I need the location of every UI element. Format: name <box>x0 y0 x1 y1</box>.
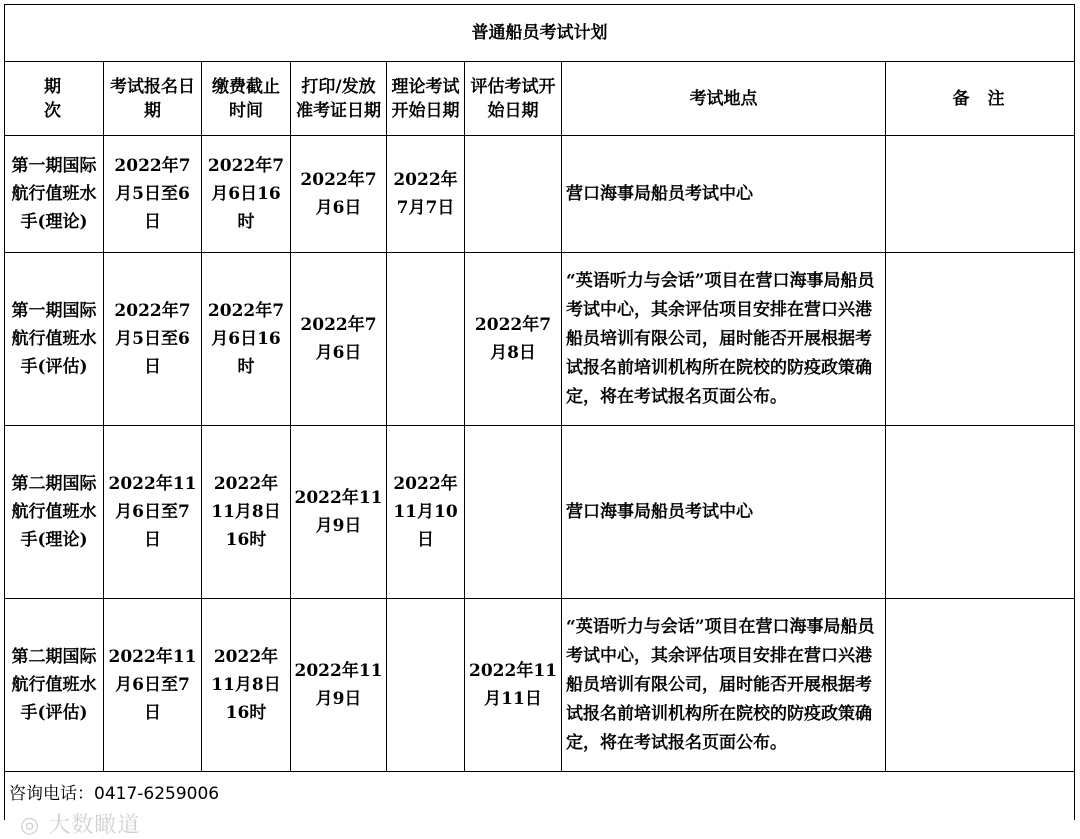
table-row <box>5 426 1075 599</box>
cell-period: 第二期国际航行值班水手(理论) <box>5 426 104 599</box>
cell-location: “英语听力与会话”项目在营口海事局船员考试中心，其余评估项目安排在营口兴港船员培训有限公司，届时能否开展根据考试报名前培训机构所在院校的防疫政策确定，将在考试报名页面公布。 <box>562 253 886 426</box>
cell-assessment-start <box>465 426 562 599</box>
cell-remarks <box>886 253 1075 426</box>
cell-assessment-start: 2022年11月11日 <box>465 599 562 772</box>
cell-location: 营口海事局船员考试中心 <box>562 136 886 253</box>
cell-payment-deadline: 2022年11月8日16时 <box>202 599 291 772</box>
cell-payment-deadline: 2022年7月6日16时 <box>202 253 291 426</box>
cell-payment-deadline: 2022年7月6日16时 <box>202 136 291 253</box>
header-admission-ticket: 打印/发放准考证日期 <box>291 62 387 136</box>
header-remarks: 备注 <box>886 62 1075 136</box>
cell-registration: 2022年7月5日至6日 <box>104 253 202 426</box>
header-registration: 考试报名日期 <box>104 62 202 136</box>
cell-theory-start: 2022年7月7日 <box>387 136 465 253</box>
cell-theory-start: 2022年11月10日 <box>387 426 465 599</box>
cell-admission-ticket: 2022年7月6日 <box>291 136 387 253</box>
table-title: 普通船员考试计划 <box>5 5 1075 62</box>
cell-theory-start <box>387 599 465 772</box>
header-payment-deadline: 缴费截止时间 <box>202 62 291 136</box>
cell-admission-ticket: 2022年11月9日 <box>291 426 387 599</box>
header-assessment-start: 评估考试开始日期 <box>465 62 562 136</box>
table-row <box>5 136 1075 253</box>
cell-registration: 2022年11月6日至7日 <box>104 599 202 772</box>
cell-remarks <box>886 136 1075 253</box>
cell-remarks <box>886 599 1075 772</box>
cell-location: “英语听力与会话”项目在营口海事局船员考试中心，其余评估项目安排在营口兴港船员培训有限公司，届时能否开展根据考试报名前培训机构所在院校的防疫政策确定，将在考试报名页面公布。 <box>562 599 886 772</box>
header-period: 期次 <box>5 62 104 136</box>
header-theory-start: 理论考试开始日期 <box>387 62 465 136</box>
cell-period: 第一期国际航行值班水手(评估) <box>5 253 104 426</box>
table-row <box>5 253 1075 426</box>
cell-period: 第一期国际航行值班水手(理论) <box>5 136 104 253</box>
cell-assessment-start <box>465 136 562 253</box>
watermark-logo <box>20 808 140 839</box>
table-row <box>5 599 1075 772</box>
cell-payment-deadline: 2022年11月8日16时 <box>202 426 291 599</box>
cell-registration: 2022年7月5日至6日 <box>104 136 202 253</box>
cell-period: 第二期国际航行值班水手(评估) <box>5 599 104 772</box>
cell-admission-ticket: 2022年11月9日 <box>291 599 387 772</box>
watermark-icon: ◎ <box>20 813 41 838</box>
watermark-text: 大数瞰道 <box>48 813 141 838</box>
cell-assessment-start: 2022年7月8日 <box>465 253 562 426</box>
cell-admission-ticket: 2022年7月6日 <box>291 253 387 426</box>
cell-theory-start <box>387 253 465 426</box>
exam-plan-table <box>4 4 1075 820</box>
consult-phone: 咨询电话：0417-6259006 <box>5 772 1075 821</box>
header-location: 考试地点 <box>562 62 886 136</box>
cell-remarks <box>886 426 1075 599</box>
cell-registration: 2022年11月6日至7日 <box>104 426 202 599</box>
cell-location: 营口海事局船员考试中心 <box>562 426 886 599</box>
